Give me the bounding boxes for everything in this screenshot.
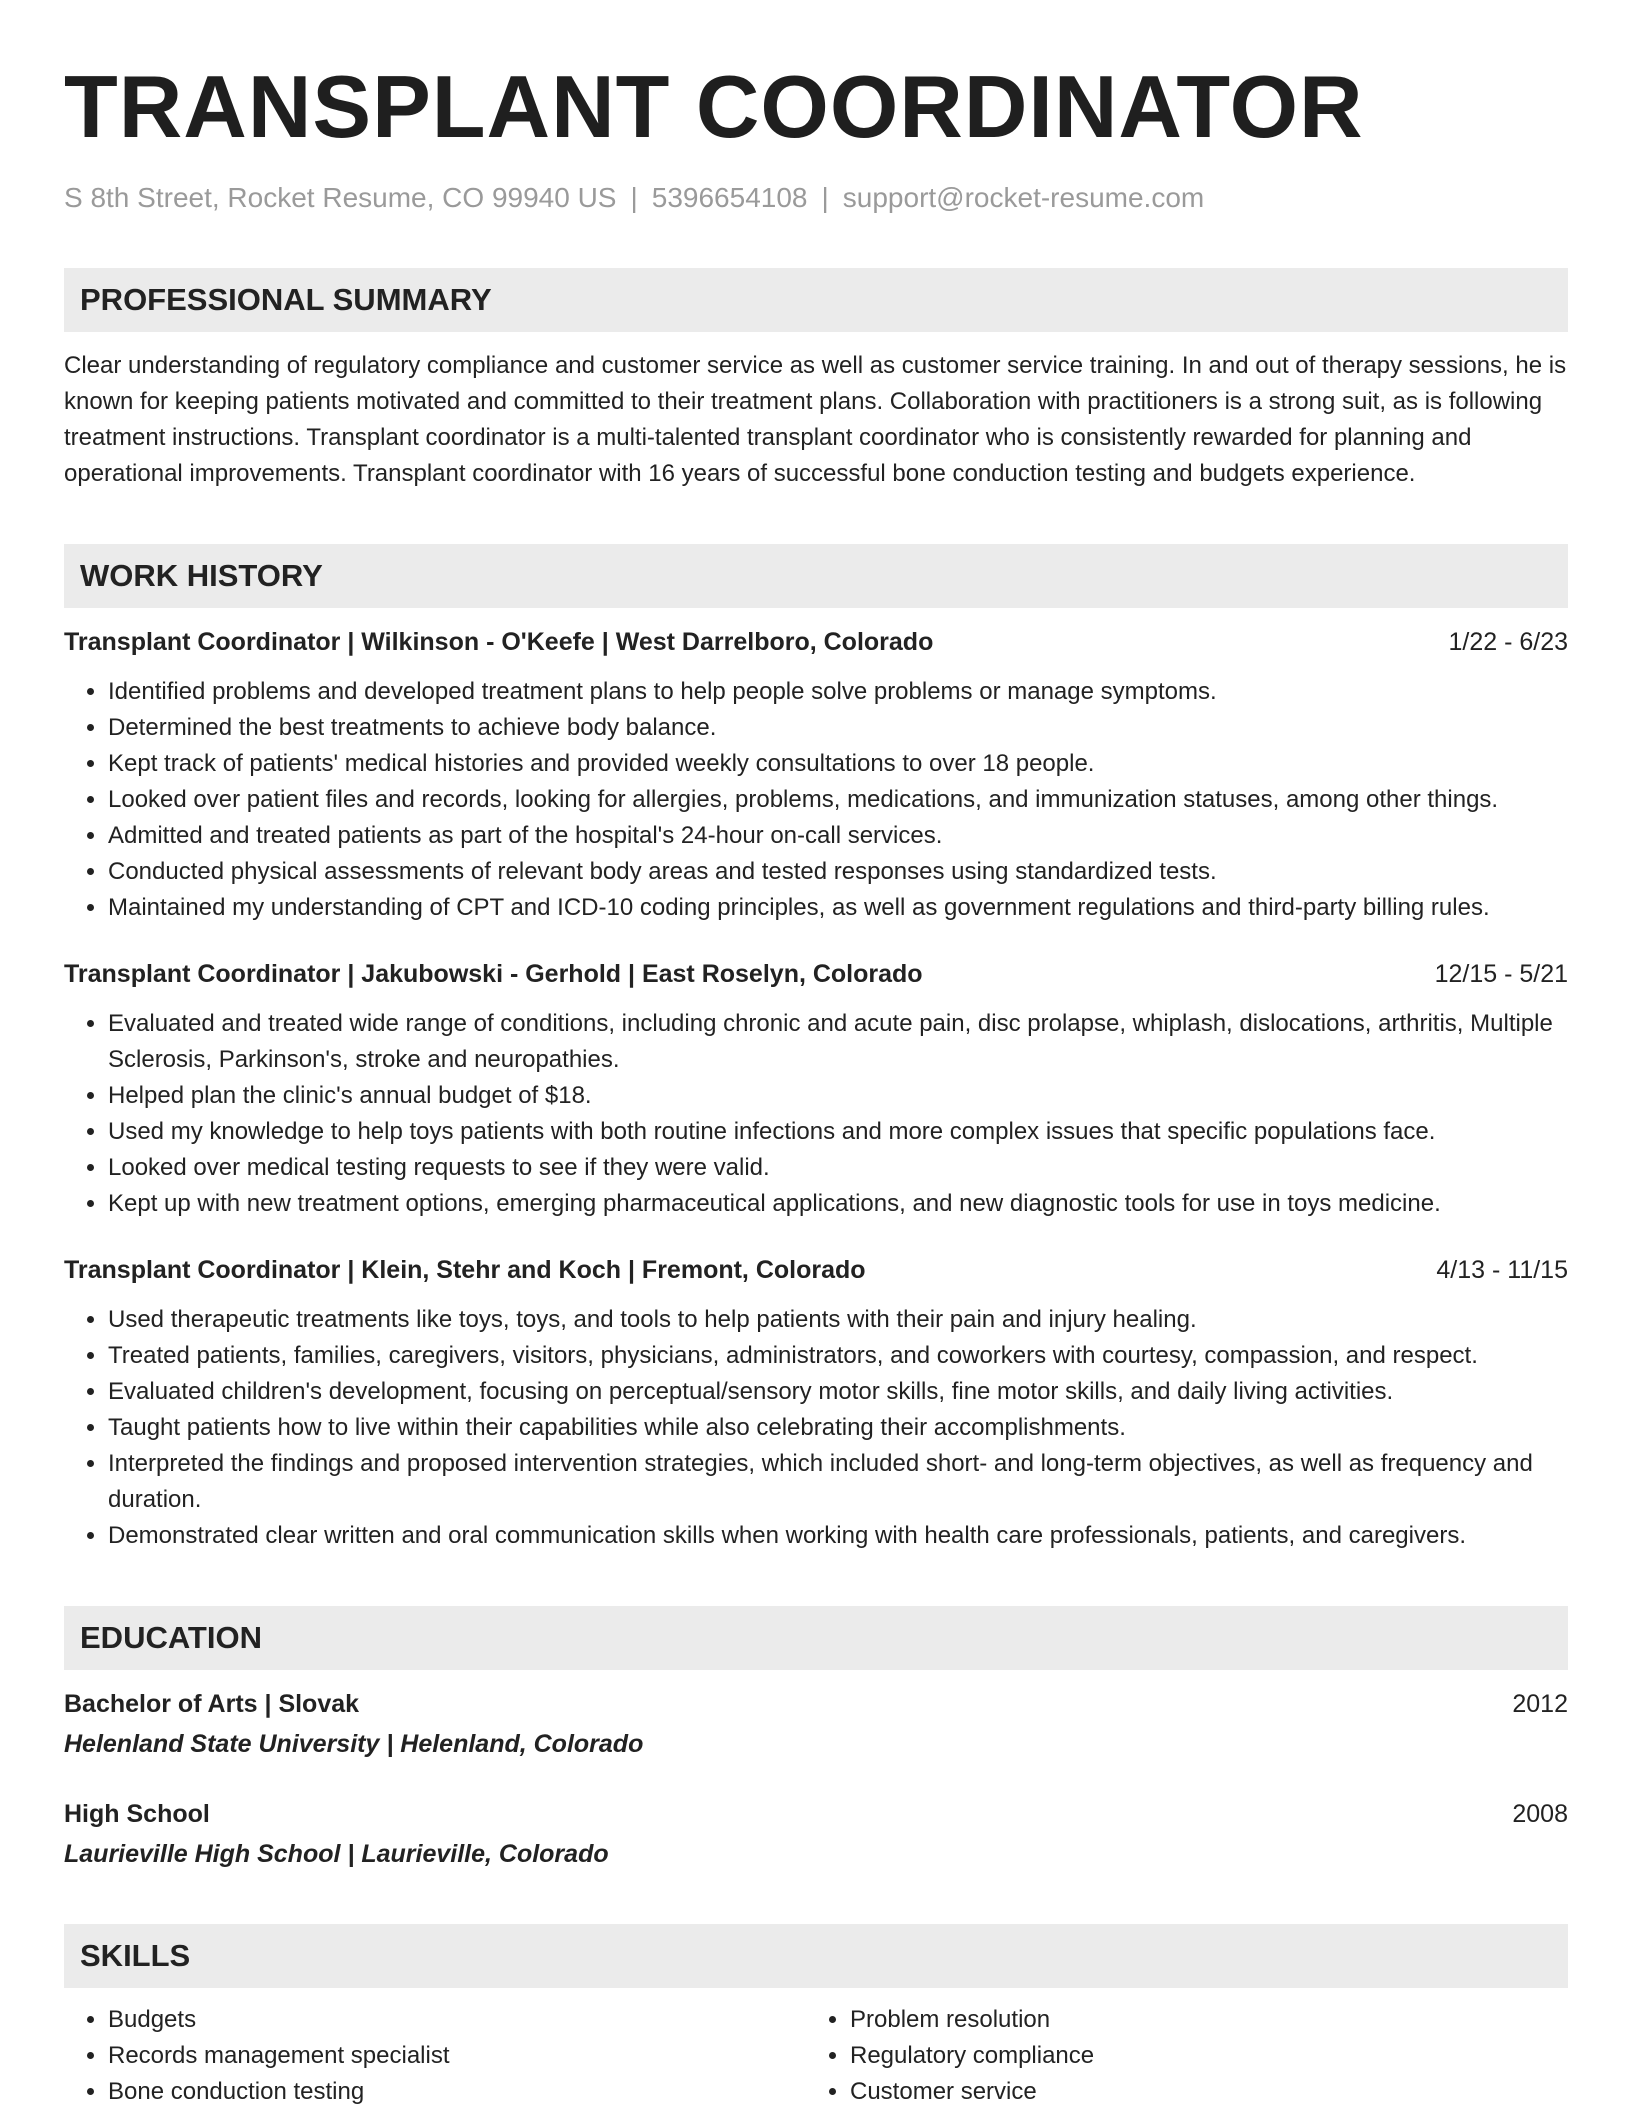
- job-bullet: • Identified problems and developed treatment plans to help people solve problems or manage symptoms.: [108, 674, 1568, 710]
- job-dates: 4/13 - 11/15: [1436, 1256, 1568, 1284]
- job-entry: [64, 956, 1568, 1222]
- skills-list: [816, 2002, 1568, 2110]
- education-school: Laurieville High School | Laurieville, Colorado: [64, 1840, 609, 1868]
- skill-item: • Customer service: [850, 2074, 1568, 2110]
- job-bullet: • Evaluated and treated wide range of conditions, including chronic and acute pain, disc prolapse, whiplash, dislocations, arthritis, Multiple Sclerosis, Parkinson's, stroke and neuropathies.: [108, 1006, 1568, 1078]
- job-bullets: [64, 1006, 1568, 1222]
- contact-email: support@rocket-resume.com: [842, 182, 1205, 213]
- job-bullet: • Kept up with new treatment options, emerging pharmaceutical applications, and new diagnostic tools for use in toys medicine.: [108, 1186, 1568, 1222]
- education-year: 2012: [1512, 1690, 1568, 1718]
- education-header: [64, 1686, 1568, 1722]
- job-bullet: • Helped plan the clinic's annual budget of $18.: [108, 1078, 1568, 1114]
- job-bullet: • Looked over medical testing requests to see if they were valid.: [108, 1150, 1568, 1186]
- education-entry: [64, 1796, 1568, 1872]
- job-bullet: • Taught patients how to live within their capabilities while also celebrating their accomplishments.: [108, 1410, 1568, 1446]
- skills-column-right: [816, 2002, 1568, 2110]
- job-bullet: • Determined the best treatments to achieve body balance.: [108, 710, 1568, 746]
- job-bullet: • Demonstrated clear written and oral communication skills when working with health care professionals, patients, and caregivers.: [108, 1518, 1568, 1554]
- job-header: [64, 624, 1568, 660]
- section-heading-skills: SKILLS: [64, 1924, 1568, 1988]
- resume-name: TRANSPLANT COORDINATOR: [64, 57, 1364, 156]
- job-bullet: • Conducted physical assessments of relevant body areas and tested responses using standardized tests.: [108, 854, 1568, 890]
- job-entry: [64, 624, 1568, 926]
- job-bullet: • Maintained my understanding of CPT and ICD-10 coding principles, as well as government regulations and third-party billing rules.: [108, 890, 1568, 926]
- job-header: [64, 956, 1568, 992]
- education-header: [64, 1796, 1568, 1832]
- education-year: 2008: [1512, 1800, 1568, 1828]
- job-bullet: • Treated patients, families, caregivers, visitors, physicians, administrators, and coworkers with courtesy, compassion, and respect.: [108, 1338, 1568, 1374]
- skill-item: • Regulatory compliance: [850, 2038, 1568, 2074]
- job-title: Transplant Coordinator | Wilkinson - O'Keefe | West Darrelboro, Colorado: [64, 628, 934, 656]
- job-bullet: • Kept track of patients' medical histories and provided weekly consultations to over 18 people.: [108, 746, 1568, 782]
- job-bullet: • Used my knowledge to help toys patients with both routine infections and more complex issues that specific populations face.: [108, 1114, 1568, 1150]
- contact-separator: |: [630, 182, 638, 213]
- section-heading-summary: PROFESSIONAL SUMMARY: [64, 268, 1568, 332]
- job-bullet: • Admitted and treated patients as part of the hospital's 24-hour on-call services.: [108, 818, 1568, 854]
- job-title: Transplant Coordinator | Jakubowski - Gerhold | East Roselyn, Colorado: [64, 960, 923, 988]
- contact-address: S 8th Street, Rocket Resume, CO 99940 US: [64, 182, 617, 213]
- education-school: Helenland State University | Helenland, Colorado: [64, 1730, 644, 1758]
- job-bullet: • Used therapeutic treatments like toys, toys, and tools to help patients with their pain and injury healing.: [108, 1302, 1568, 1338]
- job-bullets: [64, 1302, 1568, 1554]
- skill-item: • Bone conduction testing: [108, 2074, 816, 2110]
- job-dates: 1/22 - 6/23: [1448, 628, 1568, 656]
- job-bullet: • Interpreted the findings and proposed intervention strategies, which included short- and long-term objectives, as well as frequency and duration.: [108, 1446, 1568, 1518]
- job-entry: [64, 1252, 1568, 1554]
- job-bullets: [64, 674, 1568, 926]
- job-title: Transplant Coordinator | Klein, Stehr and Koch | Fremont, Colorado: [64, 1256, 866, 1284]
- skills-column-left: [64, 2002, 816, 2110]
- job-header: [64, 1252, 1568, 1288]
- job-dates: 12/15 - 5/21: [1434, 960, 1568, 988]
- job-bullet: • Looked over patient files and records, looking for allergies, problems, medications, and immunization statuses, among other things.: [108, 782, 1568, 818]
- job-bullet: • Evaluated children's development, focusing on perceptual/sensory motor skills, fine motor skills, and daily living activities.: [108, 1374, 1568, 1410]
- skill-item: • Records management specialist: [108, 2038, 816, 2074]
- section-heading-education: EDUCATION: [64, 1606, 1568, 1670]
- contact-separator: |: [821, 182, 829, 213]
- education-degree: Bachelor of Arts | Slovak: [64, 1690, 360, 1718]
- skills-grid: [64, 2002, 1568, 2110]
- education-entry: [64, 1686, 1568, 1762]
- education-degree: High School: [64, 1800, 210, 1828]
- skill-item: • Budgets: [108, 2002, 816, 2038]
- contact-phone: 5396654108: [651, 182, 808, 213]
- contact-line: [64, 180, 1568, 216]
- skill-item: • Problem resolution: [850, 2002, 1568, 2038]
- section-heading-work-history: WORK HISTORY: [64, 544, 1568, 608]
- skills-list: [64, 2002, 816, 2110]
- summary-text: Clear understanding of regulatory compliance and customer service as well as customer service training. In and out of therapy sessions, he is known for keeping patients motivated and committed to their treatment plans. Collaboration with practitioners is a strong suit, as is following treatment instructions. Transplant coordinator is a multi-talented transplant coordinator who is consistently rewarded for planning and operational improvements. Transplant coordinator with 16 years of successful bone conduction testing and budgets experience.: [64, 352, 1567, 487]
